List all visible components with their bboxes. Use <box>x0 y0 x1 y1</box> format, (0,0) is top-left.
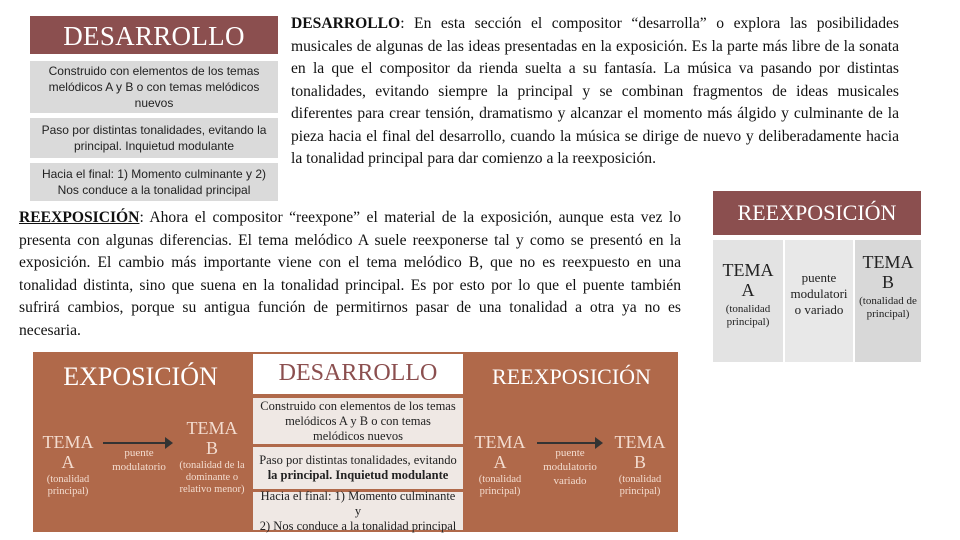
arrow-right-icon <box>103 442 167 444</box>
diagram-header-recap: REEXPOSICIÓN <box>492 364 651 389</box>
recap-bridge-label-3: o variado <box>794 302 844 317</box>
diagram-development-item-2 <box>253 447 463 489</box>
diagram-recap-theme-b <box>607 432 673 498</box>
diagram-recap-theme-a-label-2: A <box>493 452 507 472</box>
development-paragraph-text: : En esta sección el compositor “desarrolla” o explora las posibilidades musicales de algunas de las ideas presentadas en la exposición. Es la parte más libre de la sonata en la que el compositor da rienda suelta a su fantasía. La música va pasando por distintas tonalidades, evitando siempre la principal y se combinan fragmentos de ideas musicales diferentes para crear tensión, dramatismo y alcanzar el momento más álgido y culminante de la pieza hacia el final del desarrollo, cuando la música se dirige de nuevo y deliberadamente hacia la tonalidad principal para dar comienzo a la reexposición. <box>291 15 899 167</box>
sonata-form-diagram <box>33 352 678 532</box>
diagram-exposition-theme-a-label-1: TEMA <box>42 432 94 452</box>
recap-theme-b-label-1: TEMA <box>862 252 914 272</box>
recap-theme-a-note: (tonalidad principal) <box>725 303 771 328</box>
recap-bridge <box>785 240 853 362</box>
diagram-exposition-theme-b-label-1: TEMA <box>186 418 238 438</box>
recap-theme-b <box>855 240 921 362</box>
development-item-3 <box>30 163 278 201</box>
development-panel-title: DESARROLLO <box>30 16 278 54</box>
diagram-development-item-3-line-1: Hacia el final: 1) Momento culminante y <box>260 488 456 518</box>
diagram-exposition-theme-a <box>37 432 99 498</box>
diagram-exposition-theme-b <box>177 418 247 496</box>
recap-bridge-label-1: puente <box>801 270 837 285</box>
recap-panel-title: REEXPOSICIÓN <box>713 191 921 235</box>
development-item-1-text: Construido con elementos de los temas melódicos A y B o con temas melódicos nuevos <box>48 64 260 110</box>
diagram-recap-theme-a-note: (tonalidad principal) <box>478 474 522 497</box>
diagram-recap-theme-b-label-1: TEMA <box>614 432 666 452</box>
arrow-right-icon <box>537 442 597 444</box>
recap-theme-a-label-1: TEMA <box>722 260 774 280</box>
diagram-development-item-3 <box>253 488 463 533</box>
diagram-development-item-1-text: Construido con elementos de los temas melódicos A y B o con temas melódicos nuevos <box>260 398 456 443</box>
diagram-exposition-theme-b-note: (tonalidad de la dominante o relativo menor) <box>179 460 245 495</box>
diagram-recap-theme-a <box>469 432 531 498</box>
diagram-development-item-2-regular: Paso por distintas tonalidades, evitando <box>259 453 457 467</box>
recap-bridge-label-2: modulatori <box>790 286 848 301</box>
diagram-development-item-1 <box>253 398 463 444</box>
recap-term: REEXPOSICIÓN <box>19 209 140 226</box>
development-item-1 <box>30 61 278 113</box>
development-paragraph <box>291 13 899 171</box>
diagram-header-exposition: EXPOSICIÓN <box>63 362 218 391</box>
diagram-exposition-theme-a-label-2: A <box>61 452 75 472</box>
diagram-header-development: DESARROLLO <box>253 354 463 394</box>
recap-theme-a-label-2: A <box>741 280 755 300</box>
recap-theme-b-note: (tonalidad de principal) <box>859 295 917 320</box>
diagram-recap-theme-b-label-2: B <box>633 452 646 472</box>
diagram-recap-theme-a-label-1: TEMA <box>474 432 526 452</box>
development-item-3-text: Hacia el final: 1) Momento culminante y 2) Nos conduce a la tonalidad principal <box>41 167 267 197</box>
diagram-development-item-2-bold: la principal. Inquietud modulante <box>267 468 449 482</box>
recap-theme-b-label-2: B <box>881 272 894 292</box>
diagram-exposition-theme-a-note: (tonalidad principal) <box>46 474 90 497</box>
recap-theme-a <box>713 240 783 362</box>
diagram-recap-theme-b-note: (tonalidad principal) <box>618 474 662 497</box>
diagram-exposition-bridge: puente modulatorio <box>112 447 166 473</box>
development-term: DESARROLLO <box>291 15 401 32</box>
recap-paragraph-text: : Ahora el compositor “reexpone” el material de la exposición, aunque esta vez lo presenta con algunas diferencias. El tema melódico A suele reexponerse tal y como se presentó en la exposición. El cambio más importante viene con el tema melódico B, que no es reexpuesto en una tonalidad distinta, sino que suena en la tonalidad principal. Es por esto por lo que el puente también sufrirá cambios, porque su antigua función de permitirnos pasar de una tonalidad a otra ya no es necesaria. <box>19 209 681 339</box>
recap-paragraph <box>19 207 681 342</box>
diagram-recap-bridge: puente modulatorio variado <box>543 447 597 487</box>
development-item-2 <box>30 118 278 158</box>
development-item-2-text: Paso por distintas tonalidades, evitando la principal. Inquietud modulante <box>41 123 267 153</box>
diagram-exposition-theme-b-label-2: B <box>205 438 218 458</box>
diagram-development-item-3-line-2: 2) Nos conduce a la tonalidad principal <box>259 518 457 533</box>
